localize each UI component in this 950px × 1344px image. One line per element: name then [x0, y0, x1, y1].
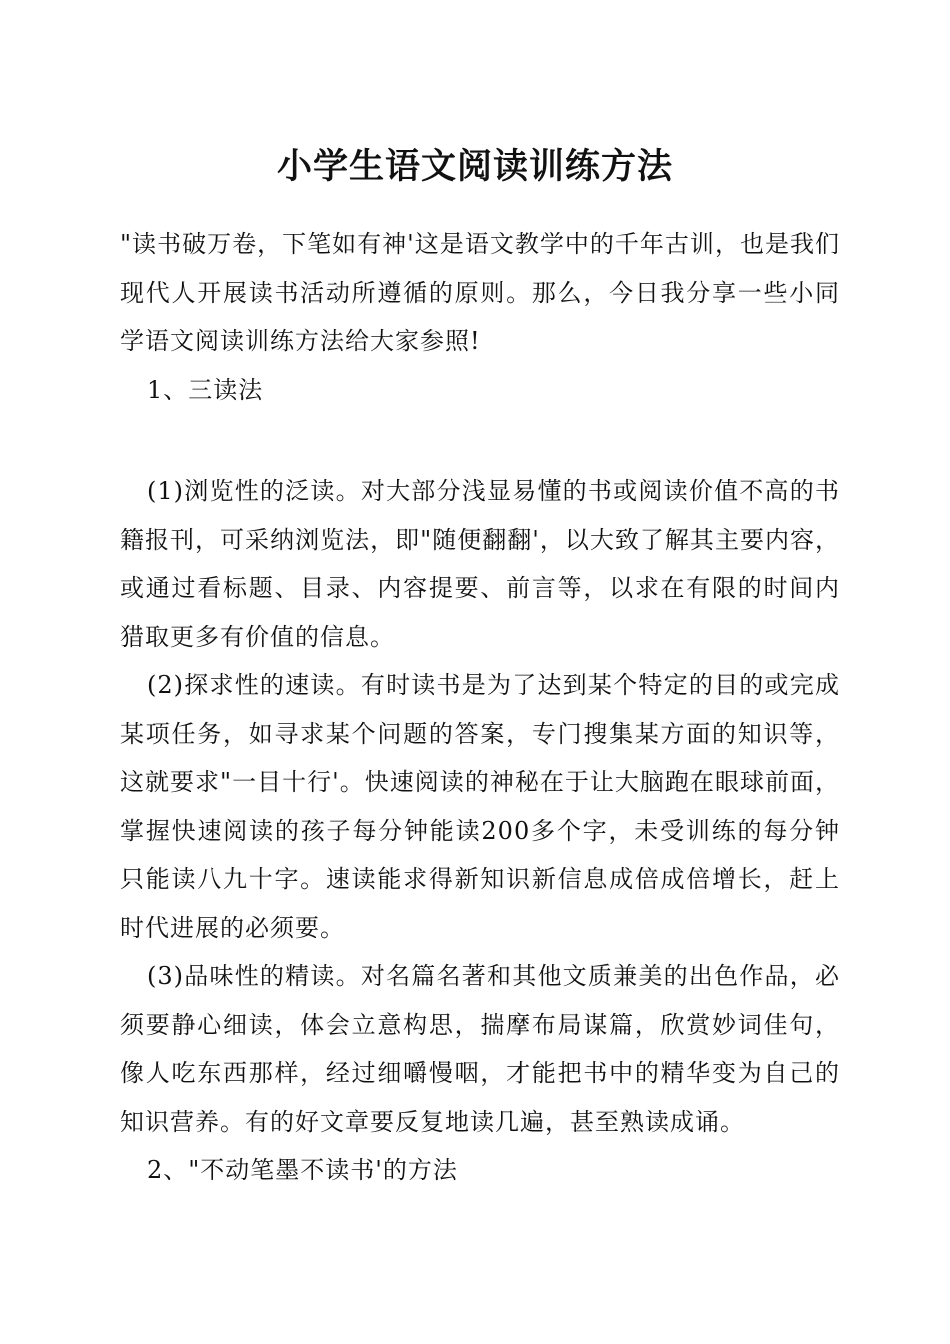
paragraph-skim-reading: (1)浏览性的泛读。对大部分浅显易懂的书或阅读价值不高的书籍报刊，可采纳浏览法，即"随便翻翻'，以大致了解其主要内容，或通过看标题、目录、内容提要、前言等，以求在有限的时间内猎取更多有价值的信息。 [120, 477, 840, 651]
section-heading-2: 2、"不动笔墨不读书'的方法 [147, 1156, 458, 1184]
paragraph-speed-reading: (2)探求性的速读。有时读书是为了达到某个特定的目的或完成某项任务，如寻求某个问题的答案，专门搜集某方面的知识等，这就要求"一目十行'。快速阅读的神秘在于让大脑跑在眼球前面，掌握快速阅读的孩子每分钟能读200多个字，未受训练的每分钟只能读八九十字。速读能求得新知识新信息成倍成倍增长，赶上时代进展的必须要。 [120, 671, 840, 942]
paragraph-close-reading: (3)品味性的精读。对名篇名著和其他文质兼美的出色作品，必须要静心细读，体会立意构思，揣摩布局谋篇，欣赏妙词佳句，像人吃东西那样，经过细嚼慢咽，才能把书中的精华变为自己的知识营养。有的好文章要反复地读几遍，甚至熟读成诵。 [120, 962, 840, 1136]
page-title: 小学生语文阅读训练方法 [276, 146, 673, 187]
document-body [120, 220, 840, 1195]
section-heading-1: 1、三读法 [147, 375, 264, 404]
blank-line [120, 414, 840, 467]
intro-paragraph: "读书破万卷，下笔如有神'这是语文教学中的千年古训，也是我们现代人开展读书活动所遵循的原则。那么，今日我分享一些小同学语文阅读训练方法给大家参照! [120, 230, 840, 355]
